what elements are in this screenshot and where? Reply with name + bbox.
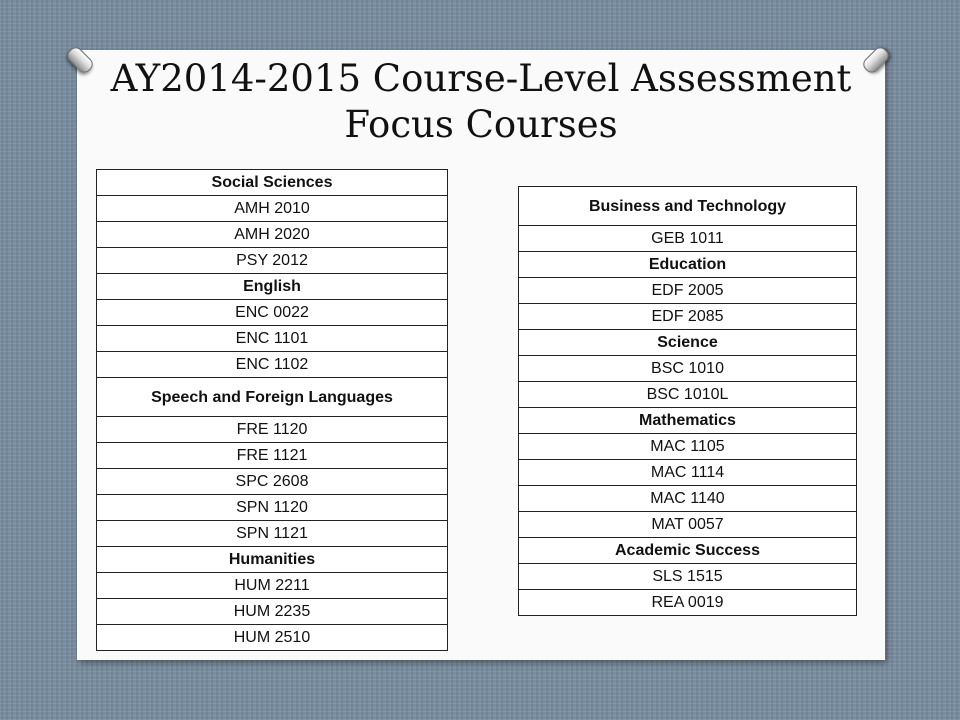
course-code-cell: MAC 1105 [519, 434, 857, 460]
course-code-cell: REA 0019 [519, 590, 857, 616]
course-row [97, 300, 448, 326]
course-row [519, 356, 857, 382]
category-row [97, 378, 448, 417]
course-code-cell: ENC 1102 [97, 352, 448, 378]
course-code-cell: FRE 1121 [97, 443, 448, 469]
course-code-cell: MAC 1140 [519, 486, 857, 512]
course-code-cell: BSC 1010L [519, 382, 857, 408]
left-course-table [96, 169, 448, 651]
course-row [97, 196, 448, 222]
right-course-table [518, 186, 857, 616]
category-header-cell: Social Sciences [97, 170, 448, 196]
course-code-cell: GEB 1011 [519, 226, 857, 252]
course-code-cell: ENC 1101 [97, 326, 448, 352]
course-code-cell: ENC 0022 [97, 300, 448, 326]
title-line-2: Focus Courses [344, 103, 618, 146]
category-row [97, 547, 448, 573]
course-row [97, 521, 448, 547]
course-row [97, 495, 448, 521]
category-header-cell: Education [519, 252, 857, 278]
category-header-cell: Science [519, 330, 857, 356]
category-header-cell: Humanities [97, 547, 448, 573]
course-row [97, 599, 448, 625]
course-code-cell: EDF 2005 [519, 278, 857, 304]
category-header-cell: Academic Success [519, 538, 857, 564]
course-row [519, 486, 857, 512]
course-code-cell: SPN 1121 [97, 521, 448, 547]
course-code-cell: HUM 2211 [97, 573, 448, 599]
course-code-cell: FRE 1120 [97, 417, 448, 443]
category-row [519, 538, 857, 564]
course-row [97, 443, 448, 469]
course-code-cell: MAC 1114 [519, 460, 857, 486]
category-row [519, 252, 857, 278]
course-code-cell: SLS 1515 [519, 564, 857, 590]
course-code-cell: PSY 2012 [97, 248, 448, 274]
course-code-cell: SPN 1120 [97, 495, 448, 521]
right-course-table-body [519, 187, 857, 616]
course-code-cell: BSC 1010 [519, 356, 857, 382]
course-row [97, 625, 448, 651]
course-code-cell: MAT 0057 [519, 512, 857, 538]
course-row [519, 304, 857, 330]
course-code-cell: EDF 2085 [519, 304, 857, 330]
course-code-cell: HUM 2510 [97, 625, 448, 651]
category-row [519, 408, 857, 434]
course-row [97, 222, 448, 248]
course-code-cell: AMH 2020 [97, 222, 448, 248]
course-row [519, 512, 857, 538]
course-row [519, 278, 857, 304]
course-row [519, 564, 857, 590]
category-row [519, 330, 857, 356]
course-row [519, 590, 857, 616]
category-header-cell: Speech and Foreign Languages [97, 378, 448, 417]
category-row [97, 274, 448, 300]
slide-title [77, 56, 885, 148]
course-row [519, 382, 857, 408]
course-code-cell: HUM 2235 [97, 599, 448, 625]
category-row [97, 170, 448, 196]
category-header-cell: Mathematics [519, 408, 857, 434]
course-code-cell: SPC 2608 [97, 469, 448, 495]
title-line-1: AY2014-2015 Course-Level Assessment [110, 57, 852, 100]
course-row [97, 352, 448, 378]
course-code-cell: AMH 2010 [97, 196, 448, 222]
left-course-table-body [97, 170, 448, 651]
course-row [97, 417, 448, 443]
course-row [97, 469, 448, 495]
course-row [519, 226, 857, 252]
course-row [519, 434, 857, 460]
category-row [519, 187, 857, 226]
category-header-cell: English [97, 274, 448, 300]
course-row [97, 326, 448, 352]
category-header-cell: Business and Technology [519, 187, 857, 226]
course-row [97, 573, 448, 599]
course-row [519, 460, 857, 486]
course-row [97, 248, 448, 274]
